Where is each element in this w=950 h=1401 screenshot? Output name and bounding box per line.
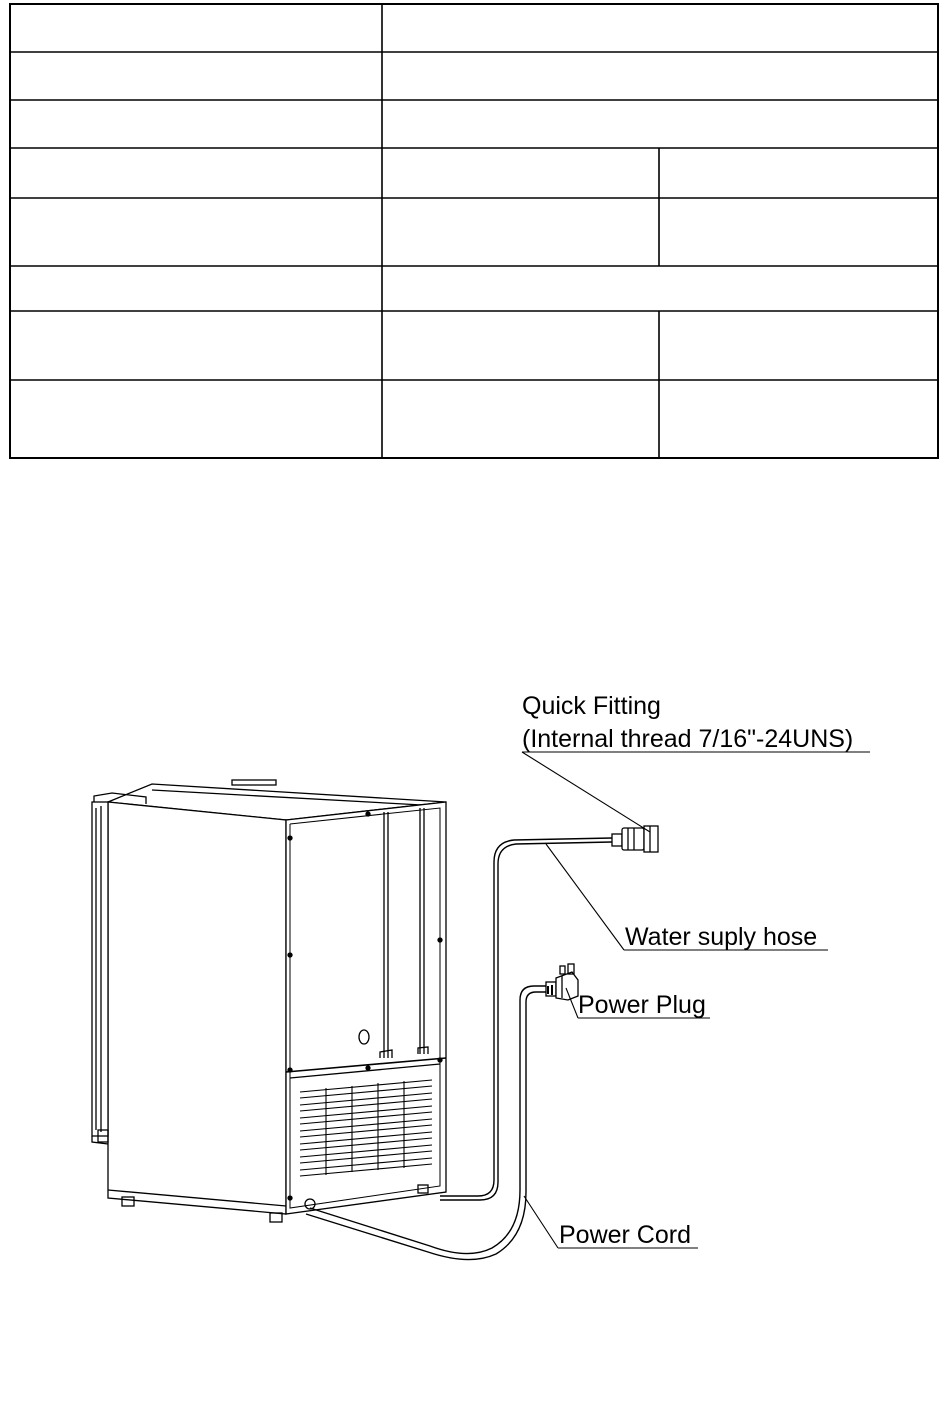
vent-grille <box>300 1080 432 1176</box>
water-hose-label: Water suply hose <box>625 923 818 951</box>
power-plug-label: Power Plug <box>578 991 706 1019</box>
quick-fitting-detail-label: (Internal thread 7/16"-24UNS) <box>522 725 854 753</box>
power-cord <box>306 986 546 1260</box>
quick-fitting <box>612 826 658 852</box>
power-cord-label: Power Cord <box>559 1221 691 1249</box>
water-supply-hose <box>440 838 612 1200</box>
power-plug <box>546 964 578 1000</box>
ice-maker-unit <box>92 780 446 1222</box>
callout-leaders <box>522 752 870 1248</box>
quick-fitting-label: Quick Fitting <box>522 692 661 720</box>
spec-table-border <box>10 4 938 458</box>
spec-table <box>0 0 950 470</box>
